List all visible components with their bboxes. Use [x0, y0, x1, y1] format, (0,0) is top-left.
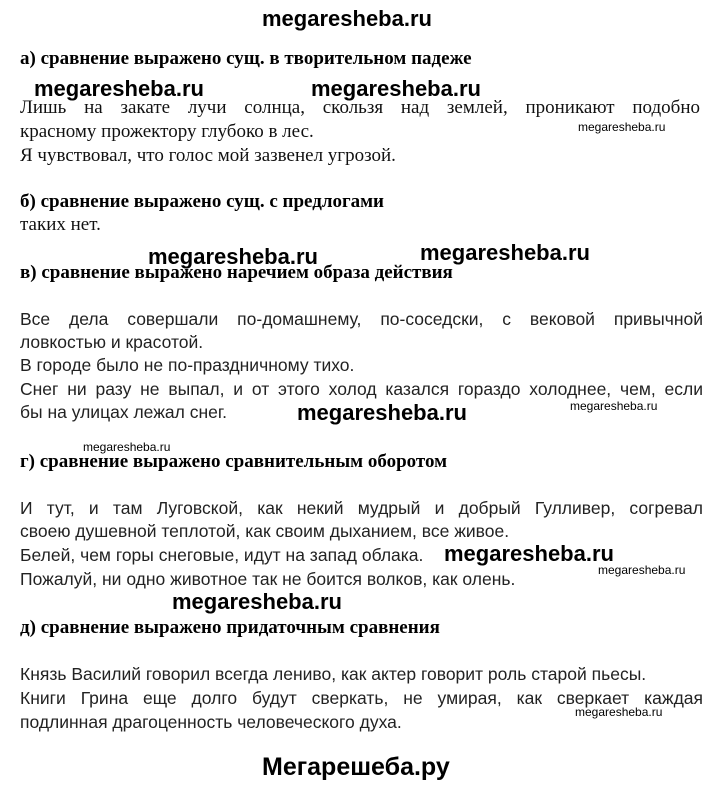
section-v-line: Все дела совершали по-домашнему, по-соседски, с вековой привычной: [20, 309, 703, 329]
watermark: megaresheba.ru: [297, 400, 467, 425]
section-b-line: таких нет.: [20, 214, 101, 235]
section-d-line: Князь Василий говорил всегда лениво, как актер говорит роль старой пьесы.: [20, 664, 647, 684]
section-a-heading: а) сравнение выражено сущ. в творительном падеже: [20, 48, 472, 69]
header-watermark: megaresheba.ru: [262, 6, 432, 31]
section-g-heading: г) сравнение выражено сравнительным оборотом: [20, 451, 448, 472]
section-a-line: Я чувствовал, что голос мой зазвенел угрозой.: [20, 145, 396, 166]
section-v-line: Снег ни разу не выпал, и от этого холод казался гораздо холоднее, чем, если: [20, 379, 703, 399]
section-g-line: И тут, и там Луговской, как некий мудрый и добрый Гулливер, согревал: [20, 498, 703, 518]
watermark: megaresheba.ru: [444, 541, 614, 566]
section-g-line: Белей, чем горы снеговые, идут на запад облака.: [20, 545, 424, 565]
watermark: megaresheba.ru: [578, 120, 666, 134]
watermark: megaresheba.ru: [598, 563, 686, 577]
section-v-heading: в) сравнение выражено наречием образа действия: [20, 262, 453, 283]
section-g-line: Пожалуй, ни одно животное так не боится волков, как олень.: [20, 569, 516, 589]
section-v-line: ловкостью и красотой.: [20, 332, 204, 352]
watermark: megaresheba.ru: [311, 76, 481, 101]
section-d-heading: д) сравнение выражено придаточным сравнения: [20, 617, 440, 638]
section-v-line: бы на улицах лежал снег.: [20, 402, 227, 422]
watermark: megaresheba.ru: [570, 399, 658, 413]
watermark: megaresheba.ru: [420, 240, 590, 265]
section-v-line: В городе было не по-праздничному тихо.: [20, 355, 355, 375]
section-b-heading: б) сравнение выражено сущ. с предлогами: [20, 191, 385, 212]
section-d-line: подлинная драгоценность человеческого духа.: [20, 712, 402, 732]
section-a-line: Лишь на закате лучи солнца, скользя над землей, проникают подобно: [20, 97, 700, 118]
watermark: megaresheba.ru: [34, 76, 204, 101]
section-a-line: красному прожектору глубоко в лес.: [20, 121, 314, 142]
section-g-line: своею душевной теплотой, как своим дыханием, все живое.: [20, 521, 510, 541]
section-d-line: Книги Грина еще долго будут сверкать, не умирая, как сверкает каждая: [20, 688, 703, 708]
watermark: megaresheba.ru: [83, 440, 171, 454]
watermark: megaresheba.ru: [148, 244, 318, 269]
footer-title: Мегарешеба.ру: [262, 753, 450, 781]
watermark: megaresheba.ru: [172, 589, 342, 614]
watermark: megaresheba.ru: [575, 705, 663, 719]
